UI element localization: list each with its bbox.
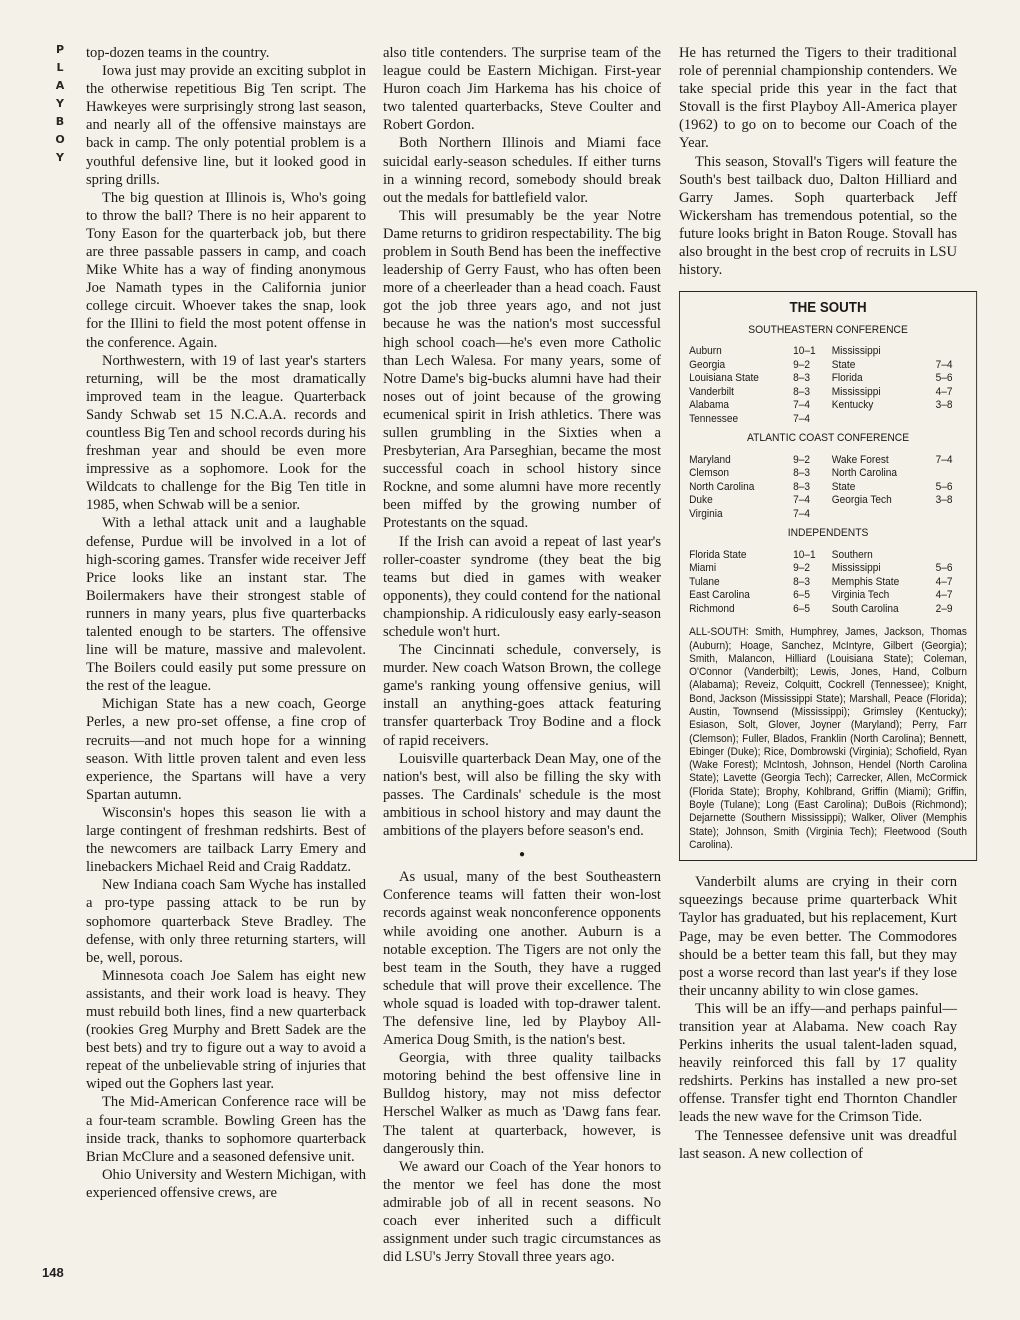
team-name: Southern: [831, 548, 873, 561]
team-record: 8–3: [793, 575, 810, 588]
conference-heading: SOUTHEASTERN CONFERENCE: [748, 323, 908, 336]
team-record: 5–6: [935, 480, 953, 493]
team-record: 6–5: [793, 589, 810, 602]
standings-row: [689, 413, 824, 427]
team-name: State: [831, 480, 856, 493]
text-column-1: [86, 44, 366, 1202]
team-name: East Carolina: [689, 589, 750, 602]
standings-row: [832, 494, 967, 508]
running-head-letter: Y: [56, 97, 64, 110]
team-record: 9–2: [793, 562, 810, 575]
team-name: Auburn: [689, 345, 722, 358]
team-name: Georgia: [689, 358, 726, 371]
conference-list: [689, 324, 967, 617]
standings-row: [689, 399, 824, 413]
standings-row: [689, 345, 824, 359]
team-name: Louisiana State: [689, 372, 759, 385]
paragraph: The Tennessee defensive unit was dreadful last season. A new collection of: [679, 1127, 957, 1162]
team-name: Vanderbilt: [689, 385, 734, 398]
team-name: Tulane: [689, 575, 720, 588]
team-record: 7–4: [793, 507, 810, 520]
team-name: Kentucky: [831, 399, 874, 412]
team-record: 3–8: [935, 399, 953, 412]
team-record: [936, 345, 967, 359]
paragraph: Louisville quarterback Dean May, one of the nation's best, will also be filling the sky with passes. The Cardinals' schedule is the most ambitious in school history and may daunt the ambitions of the players before season's end.: [383, 750, 661, 840]
paragraph: also title contenders. The surprise team of the league could be Eastern Michigan. First-year Huron coach Jim Harkema has his choice of two talented quarterbacks, Steve Coulter and Robert Gordon.: [383, 45, 661, 134]
team-record: 5–6: [935, 372, 953, 385]
running-head-letter: L: [56, 61, 64, 74]
paragraph: If the Irish can avoid a repeat of last year's roller-coaster syndrome (they beat the big teams but died in games with weaker opponents), they could contend for the national championship. A ridiculously easy early-season schedule won't hurt.: [383, 533, 661, 640]
paragraph: As usual, many of the best Southeastern Conference teams will fatten their won-lost records against weak nonconference opponents while avoiding one another. Auburn is a notable exception. The Tigers are not only the best team in the South, they have a rugged schedule that will prove their excellence. The whole squad is loaded with top-drawer talent. The defensive line, led by Playboy All-America Doug Smith, is the nation's best.: [383, 869, 661, 1049]
standings-row: [832, 372, 967, 386]
standings-grid: [689, 454, 967, 522]
team-record: [936, 549, 967, 563]
paragraph: Minnesota coach Joe Salem has eight new assistants, and their work load is heavy. They must rebuild both lines, find a new quarterback (rookies Greg Murphy and Brett Sadek are the best bets) and try to figure out a way to avoid a repeat of the unbelievable string of injuries that wiped out the Gophers last year.: [86, 967, 366, 1093]
team-record: 3–8: [935, 494, 953, 507]
team-record: 9–2: [793, 453, 810, 466]
standings-row: [689, 508, 824, 522]
team-name: Mississippi: [831, 345, 881, 358]
team-record: 5–6: [935, 562, 953, 575]
team-record: 10–1: [793, 345, 816, 358]
standings-row: [832, 589, 967, 603]
team-name: North Carolina: [831, 467, 897, 480]
standings-row: [832, 603, 967, 617]
team-name: Florida State: [689, 548, 747, 561]
team-record: 4–7: [935, 385, 953, 398]
standings-column-left: [689, 454, 824, 522]
the-south-standings-box: [679, 291, 977, 861]
team-name: Memphis State: [831, 575, 900, 588]
standings-row: [689, 562, 824, 576]
standings-row: [832, 562, 967, 576]
standings-grid: [689, 549, 967, 617]
paragraph: Iowa just may provide an exciting subplot in the otherwise repetitious Big Ten script. The Hawkeyes were surprisingly strong last season, and nearly all of the offensive mainstays are back in camp. The only potential problem is a youthful defensive line, but it looked good in spring drills.: [86, 63, 366, 188]
all-south-team: ALL-SOUTH: Smith, Humphrey, James, Jackson, Thomas (Auburn); Hoage, Sanchez, McIntyre, Gilbert (Georgia); Smith, Malancon, Hilliard (Louisiana State); Coleman, O'Connor (Vanderbilt); Lewis, Jones, Hand, Colburn (Alabama); Reveiz, Colquitt, Cockrell (Tennessee); Knight, Bond, Jackson (Mississippi State); Marshall, Peace (Florida); Austin, Townsend (Mississippi); Grimsley (Kentucky); Esiason, Solt, Glover, Joyner (Maryland); Perry, Farr (Clemson); Fuller, Blados, Franklin (North Carolina); Bennett, Ebinger (Duke); Rice, Dombrowski (Virginia); Schofield, Ryan (Wake Forest); McIntosh, Johnson, Hendel (North Carolina State); Lavette (Georgia Tech); Carrecker, Allen, McCormick (Florida State); Brophy, Kohlbrand, Griffin (Miami); Griffin, Boyle (Tulane); Long (East Carolina); DuBois (Richmond); Dejarnette (Southern Mississippi); Walker, Oliver (Memphis State); Johnson, Smith (Virginia Tech); Fleetwood (South Carolina).: [689, 626, 967, 851]
team-record: 8–3: [793, 372, 810, 385]
standings-row: [689, 494, 824, 508]
team-name: Tennessee: [689, 412, 739, 425]
paragraph: Northwestern, with 19 of last year's starters returning, will be the most dramatically improved team in the league. Quarterback Sandy Schwab set 15 N.C.A.A. records and countless Big Ten and school records during his freshman year and should be even more impressive as a sophomore. Look for the Wildcats to challenge for the Big Ten title in 1985, when Schwab will be a senior.: [86, 352, 366, 514]
paragraph: Wisconsin's hopes this season lie with a large contingent of freshman redshirts. Best of the newcomers are tailback Larry Emery and linebackers Michael Reid and Craig Raddatz.: [86, 804, 366, 876]
team-record: 6–5: [793, 602, 810, 615]
team-record: 2–9: [935, 602, 953, 615]
team-name: North Carolina: [689, 480, 755, 493]
standings-row: [832, 345, 967, 359]
standings-row: [832, 481, 967, 495]
paragraph: New Indiana coach Sam Wyche has installed a pro-type passing attack to be run by sophomore quarterback Steve Bradley. The defense, with only three returning starters, will be, well, porous.: [86, 877, 366, 966]
paragraph: Both Northern Illinois and Miami face suicidal early-season schedules. If either turns in a winning record, somebody should break out the medals for battlefield valor.: [383, 135, 661, 206]
text-column-2: [383, 44, 661, 1266]
standings-column-right: [832, 549, 967, 617]
paragraph: The Mid-American Conference race will be a four-team scramble. Bowling Green has the inside track, thanks to sophomore quarterback Brian McClure and a seasoned defensive unit.: [86, 1094, 366, 1165]
page-number: 148: [42, 1265, 64, 1280]
standings-row: [832, 454, 967, 468]
team-record: 7–4: [793, 412, 810, 425]
team-name: Maryland: [689, 453, 731, 466]
team-name: Virginia Tech: [831, 589, 890, 602]
standings-row: [689, 467, 824, 481]
team-record: 7–4: [793, 399, 810, 412]
team-record: 8–3: [793, 385, 810, 398]
standings-row: [689, 359, 824, 373]
team-record: [936, 467, 967, 481]
standings-row: [689, 589, 824, 603]
running-head-letter: B: [55, 115, 65, 128]
paragraph: He has returned the Tigers to their traditional role of perennial championship contenders. We take special pride this year in the fact that Stovall is the first Playboy All-America player (1962) to go on to become our Coach of the Year.: [679, 45, 957, 152]
running-head-letter: P: [55, 43, 65, 56]
paragraph: This season, Stovall's Tigers will feature the South's best tailback duo, Dalton Hilliard and Garry James. Soph quarterback Jeff Wickersham has tremendous potential, so the future looks bright in Baton Rouge. Stovall has also brought in the best crop of recruits in LSU history.: [679, 153, 957, 279]
team-record: 9–2: [793, 358, 810, 371]
team-record: 8–3: [793, 467, 810, 480]
team-name: Florida: [831, 372, 863, 385]
paragraph: This will presumably be the year Notre Dame returns to gridiron respectability. The big problem in South Bend has been the ineffective leadership of Gerry Faust, who has often been more of a cheerleader than a head coach. Faust got the job three years ago, and not just because he was the nation's most successful high school coach—he's even more Catholic than Lech Walesa. For many years, some of Notre Dame's big-bucks alumni have had their noses out of joint because of the growing ecumenical spirit in Irish athletics. There was sullen grumbling in the Sixties when a Presbyterian, Ara Parseghian, became the most successful coach in school history since Rockne, and some alumni have more recently been miffed by the growing number of Protestants on the squad.: [383, 207, 662, 532]
paragraph: Michigan State has a new coach, George Perles, a new pro-set offense, a fine crop of recruits—and not much hope for a winning season. With little proven talent and even less experience, the Spartans will have a very Spartan autumn.: [86, 696, 366, 803]
standings-row: [832, 359, 967, 373]
team-name: Wake Forest: [831, 453, 889, 466]
paragraph: We award our Coach of the Year honors to the mentor we feel has done the most admirable job of all in recent seasons. No coach ever inherited such a difficult assignment under such tragic circumstances as did LSU's Jerry Stovall three years ago.: [383, 1158, 661, 1266]
paragraph: With a lethal attack unit and a laughable defense, Purdue will be involved in a lot of high-scoring games. Transfer wide receiver Jeff Price looks like an instant star. The Boilermakers have their strongest stable of runners in many years, plus five quarterbacks talented enough to be starters. The offensive line will be mature, massive and malevolent. The Boilers could easily put some pressure on the rest of the league.: [86, 515, 366, 695]
standings-row: [689, 372, 824, 386]
section-bullet: ●: [518, 849, 526, 861]
paragraph: The big question at Illinois is, Who's going to throw the ball? There is no heir apparent to Tony Eason for the quarterback job, but there are three passable passers in camp, and coach Mike White has a way of finding anonymous Joe Namath types in the California junior college circuit. Whoever takes the snap, look for the Illini to field the most potent offense in the conference. Again.: [86, 189, 366, 351]
standings-row: [832, 549, 967, 563]
team-record: 4–7: [935, 589, 953, 602]
standings-grid: [689, 345, 967, 426]
standings-row: [832, 467, 967, 481]
standings-row: [832, 386, 967, 400]
team-name: Virginia: [689, 507, 723, 520]
standings-column-right: [832, 454, 967, 522]
paragraph: Georgia, with three quality tailbacks motoring behind the best offensive line in Bulldog history, may not miss defector Herschel Walker as much as 'Dawg fans fear. The talent at quarterback, however, is dangerously thin.: [383, 1050, 661, 1157]
standings-row: [689, 454, 824, 468]
paragraph: top-dozen teams in the country.: [86, 45, 270, 61]
paragraph: This will be an iffy—and perhaps painful—transition year at Alabama. New coach Ray Perkins inherits the usual talent-laden squad, heavily reinforced this fall by 17 quality redshirts. Perkins has installed a new pro-set offense. Transfer tight end Thornton Chandler leads the new wave for the Crimson Tide.: [679, 1000, 957, 1126]
standings-row: [832, 576, 967, 590]
team-name: Clemson: [689, 467, 730, 480]
team-record: 7–4: [935, 358, 953, 371]
paragraph: The Cincinnati schedule, conversely, is murder. New coach Watson Brown, the college game's ranking young offensive genius, will install an anything-goes attack featuring transfer quarterback Troy Bodine and a flock of rapid receivers.: [383, 642, 661, 749]
team-name: Mississippi: [831, 562, 881, 575]
paragraph: Vanderbilt alums are crying in their corn squeezings because prime quarterback Whit Taylor has graduated, but his replacement, Kurt Page, may be even better. The Commodores should be a better team this fall, but they may post a worse record than last year's if they lose their uncanny ability to win close games.: [679, 874, 957, 999]
standings-column-left: [689, 549, 824, 617]
team-record: 7–4: [935, 453, 953, 466]
running-head-playboy: [49, 44, 71, 164]
team-record: 10–1: [793, 548, 816, 561]
team-record: 7–4: [793, 494, 810, 507]
standings-row: [689, 603, 824, 617]
team-record: 4–7: [935, 575, 953, 588]
team-name: Georgia Tech: [831, 494, 892, 507]
conference-heading: INDEPENDENTS: [787, 527, 869, 540]
box-title: THE SOUTH: [789, 300, 867, 317]
standings-row: [689, 576, 824, 590]
team-name: Duke: [689, 494, 713, 507]
paragraph: Ohio University and Western Michigan, with experienced offensive crews, are: [86, 1166, 366, 1201]
running-head-letter: Y: [56, 151, 64, 164]
team-name: Mississippi: [831, 385, 881, 398]
standings-row: [832, 399, 967, 413]
standings-column-right: [832, 345, 967, 426]
team-record: 8–3: [793, 480, 810, 493]
text-column-3: [679, 44, 967, 1163]
running-head-letter: O: [55, 133, 65, 146]
team-name: Richmond: [689, 602, 735, 615]
team-name: South Carolina: [831, 602, 899, 615]
team-name: State: [831, 358, 856, 371]
conference-heading: ATLANTIC COAST CONFERENCE: [747, 432, 910, 445]
running-head-letter: A: [55, 79, 65, 92]
team-name: Alabama: [689, 399, 730, 412]
team-name: Miami: [689, 562, 717, 575]
standings-column-left: [689, 345, 824, 426]
standings-row: [689, 481, 824, 495]
standings-row: [689, 386, 824, 400]
standings-row: [689, 549, 824, 563]
